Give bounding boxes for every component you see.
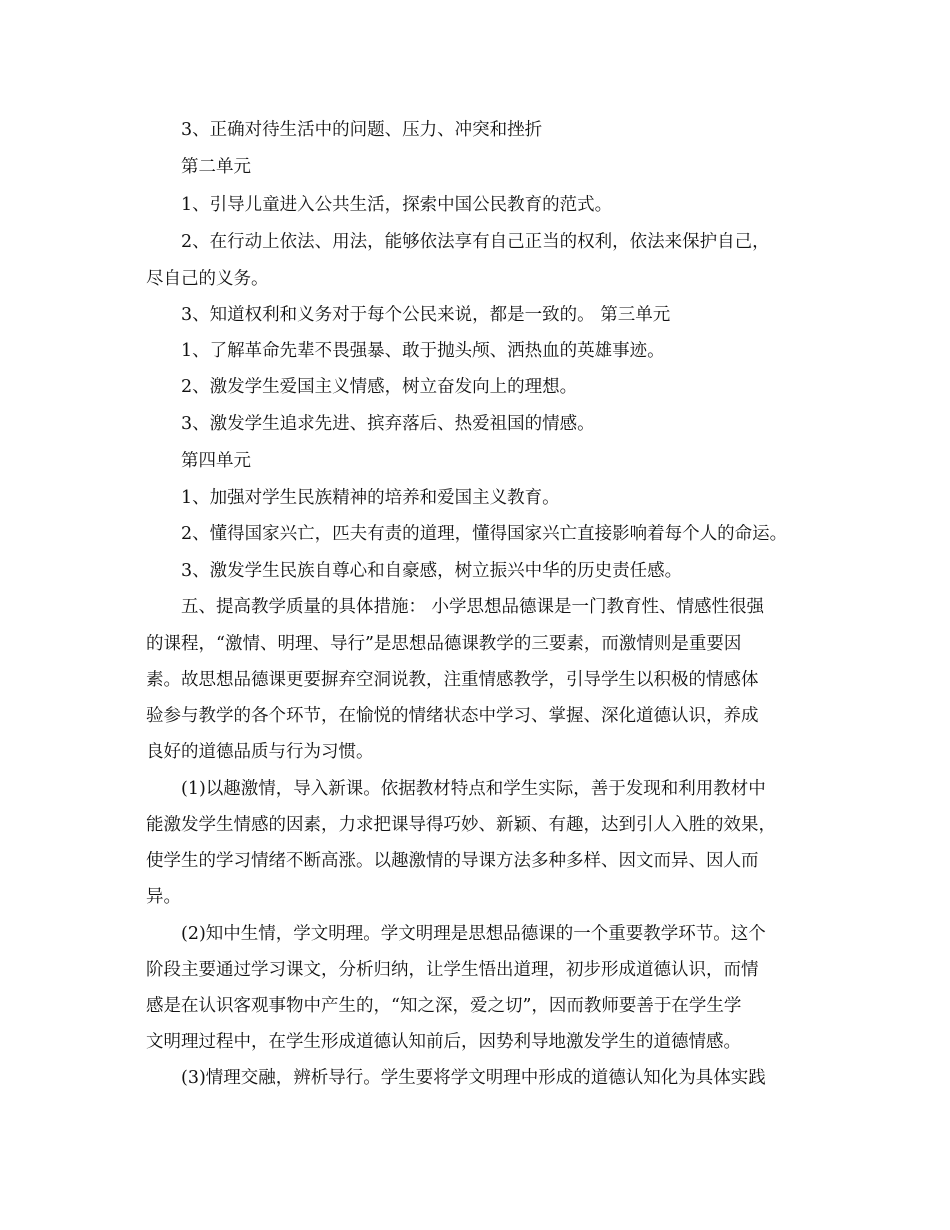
text-line: 异。 (146, 887, 181, 907)
text-line: 感是在认识客观事物中产生的，“知之深，爱之切”，因而教师要善于在学生学 (146, 996, 742, 1016)
text-line: 阶段主要通过学习课文，分析归纳，让学生悟出道理，初步形成道德认识，而情 (146, 960, 759, 980)
text-line: 2、懂得国家兴亡，匹夫有责的道理，懂得国家兴亡直接影响着每个人的命运。 (181, 524, 788, 544)
text-line: 3、激发学生民族自尊心和自豪感，树立振兴中华的历史责任感。 (181, 561, 683, 581)
text-line: (1)以趣激情，导入新课。依据教材特点和学生实际，善于发现和利用教材中 (181, 779, 766, 799)
text-line: 3、激发学生追求先进、摈弃落后、热爱祖国的情感。 (181, 414, 595, 434)
text-line: 1、引导儿童进入公共生活，探索中国公民教育的范式。 (181, 195, 613, 215)
text-line: (3)情理交融，辨析导行。学生要将学文明理中形成的道德认知化为具体实践 (181, 1068, 766, 1088)
section-heading: 第二单元 (181, 157, 251, 177)
section-heading: 第四单元 (181, 451, 251, 471)
text-line: 1、加强对学生民族精神的培养和爱国主义教育。 (181, 488, 560, 508)
text-line: (2)知中生情，学文明理。学文明理是思想品德课的一个重要教学环节。这个 (181, 924, 766, 944)
text-line: 能激发学生情感的因素，力求把课导得巧妙、新颖、有趣，达到引人入胜的效果， (146, 815, 776, 835)
text-line: 验参与教学的各个环节，在愉悦的情绪状态中学习、掌握、深化道德认识，养成 (146, 706, 759, 726)
text-line: 2、激发学生爱国主义情感，树立奋发向上的理想。 (181, 377, 578, 397)
text-line: 使学生的学习情绪不断高涨。以趣激情的导课方法多种多样、因文而异、因人而 (146, 851, 759, 871)
text-line: 五、提高教学质量的具体措施： 小学思想品德课是一门教育性、情感性很强 (181, 597, 765, 617)
text-line: 素。故思想品德课更要摒弃空洞说教，注重情感教学，引导学生以积极的情感体 (146, 670, 759, 690)
text-line: 尽自己的义务。 (146, 269, 269, 289)
text-line: 3、知道权利和义务对于每个公民来说，都是一致的。 第三单元 (181, 305, 671, 325)
text-line: 1、了解革命先辈不畏强暴、敢于抛头颅、洒热血的英雄事迹。 (181, 341, 665, 361)
text-line: 3、正确对待生活中的问题、压力、冲突和挫折 (181, 120, 543, 140)
text-line: 文明理过程中，在学生形成道德认知前后，因势利导地激发学生的道德情感。 (146, 1032, 741, 1052)
text-line: 良好的道德品质与行为习惯。 (146, 742, 374, 762)
text-line: 的课程，“激情、明理、导行”是思想品德课教学的三要素，而激情则是重要因 (146, 634, 742, 654)
text-line: 2、在行动上依法、用法，能够依法享有自己正当的权利，依法来保护自己， (181, 232, 770, 252)
